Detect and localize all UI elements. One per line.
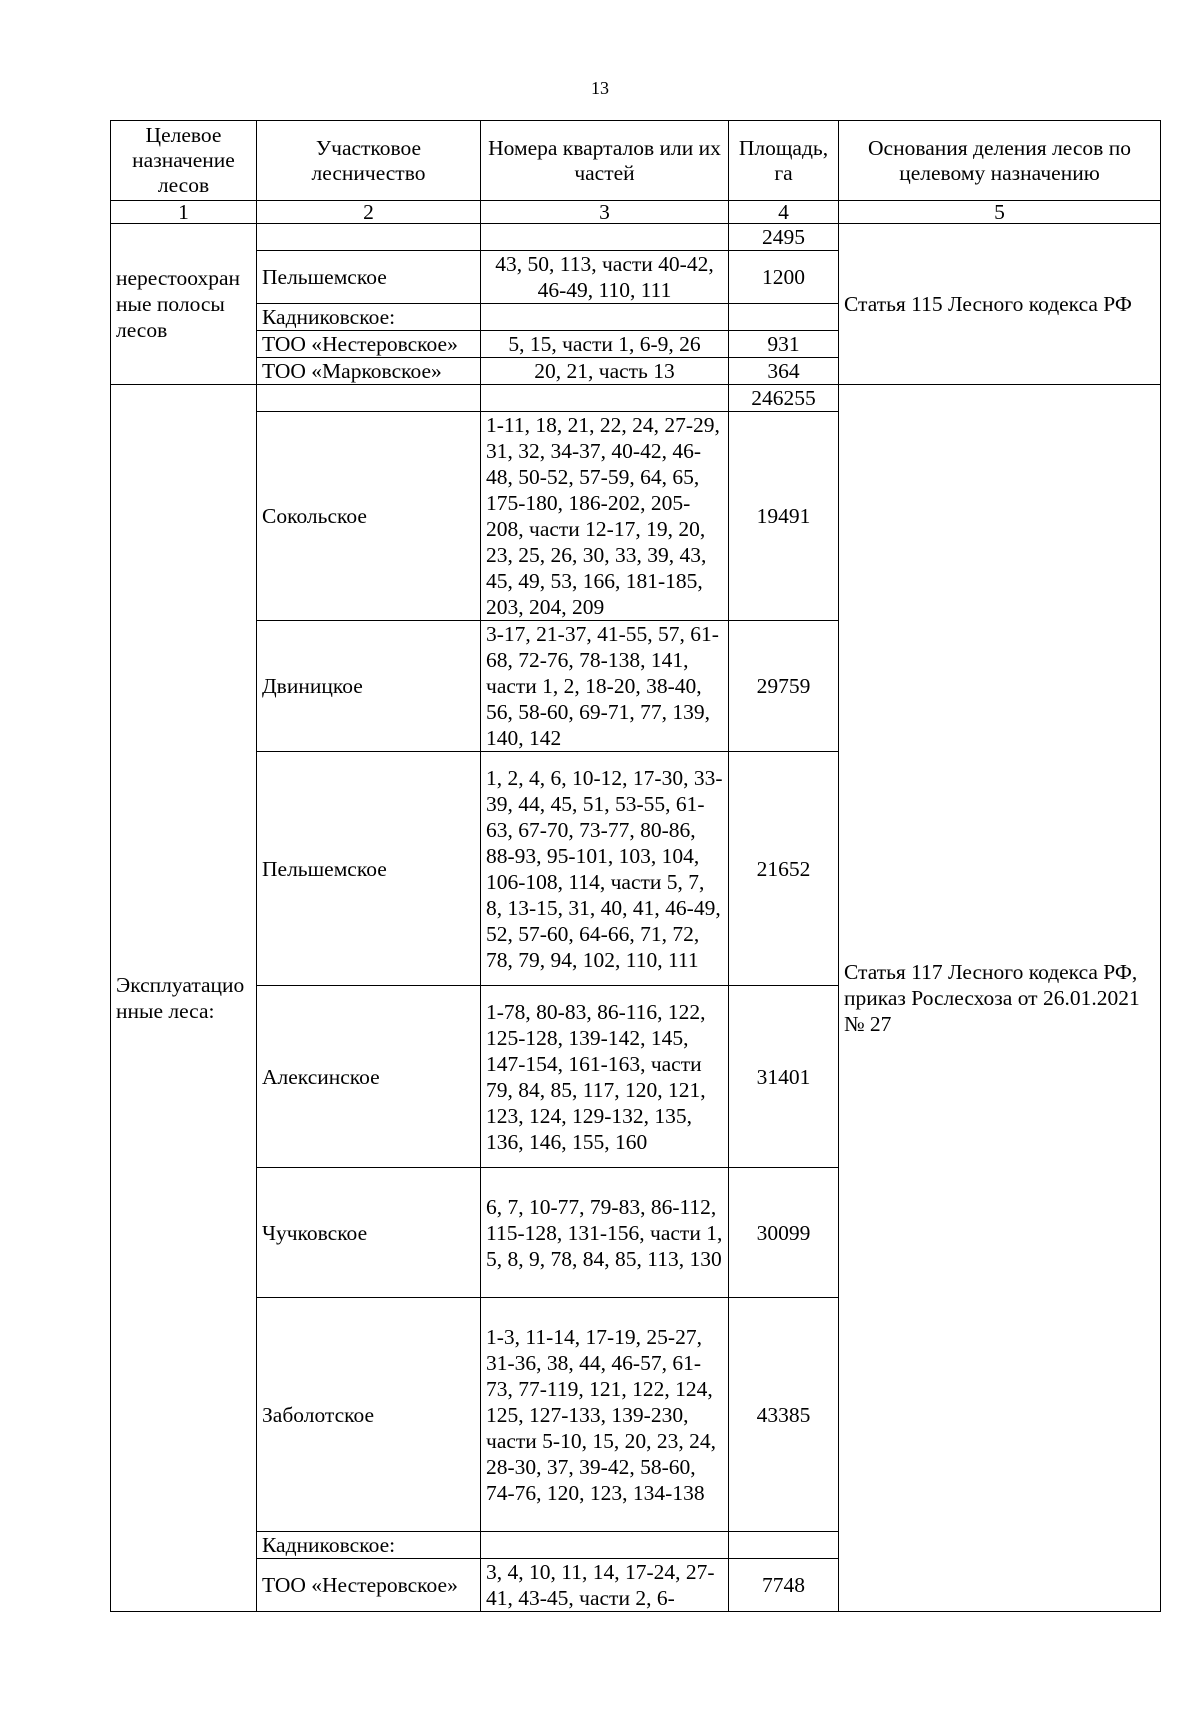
- header-number-5: 5: [839, 201, 1161, 224]
- header-number-1: 1: [111, 201, 257, 224]
- group1-total-row: [111, 224, 1161, 251]
- header-basis: Основания деления лесов по целевому назначению: [839, 121, 1161, 201]
- area: 43385: [729, 1298, 839, 1532]
- group1-total-area: 2495: [729, 224, 839, 251]
- group2-total-area: 246255: [729, 385, 839, 412]
- area: 19491: [729, 412, 839, 621]
- forestry-name: ТОО «Марковское»: [257, 358, 481, 385]
- area: [729, 304, 839, 331]
- area: 21652: [729, 752, 839, 986]
- quarters: 6, 7, 10-77, 79-83, 86-112, 115-128, 131-156, части 1, 5, 8, 9, 78, 84, 85, 113, 130: [481, 1168, 729, 1298]
- forestry-name: Алексинское: [257, 986, 481, 1168]
- header-quarters: Номера кварталов или их частей: [481, 121, 729, 201]
- forest-purpose-table: [110, 120, 1161, 1612]
- area: 364: [729, 358, 839, 385]
- area: 29759: [729, 621, 839, 752]
- group2-total-row: [111, 385, 1161, 412]
- quarters: [481, 1532, 729, 1559]
- quarters: [481, 304, 729, 331]
- quarters: 1-78, 80-83, 86-116, 122, 125-128, 139-142, 145, 147-154, 161-163, части 79, 84, 85, 117, 120, 121, 123, 124, 129-132, 135, 136, 146, 155, 160: [481, 986, 729, 1168]
- area: 30099: [729, 1168, 839, 1298]
- forestry-name: Пельшемское: [257, 752, 481, 986]
- group2-purpose: Эксплуатационные леса:: [111, 385, 257, 1612]
- header-number-4: 4: [729, 201, 839, 224]
- header-number-3: 3: [481, 201, 729, 224]
- forestry-name: Чучковское: [257, 1168, 481, 1298]
- group1-basis: Статья 115 Лесного кодекса РФ: [839, 224, 1161, 385]
- area: 931: [729, 331, 839, 358]
- forestry-name: Кадниковское:: [257, 1532, 481, 1559]
- header-number-row: [111, 201, 1161, 224]
- forestry-name: ТОО «Нестеровское»: [257, 1559, 481, 1612]
- header-area: Площадь, га: [729, 121, 839, 201]
- group2-basis: Статья 117 Лесного кодекса РФ, приказ Рослесхоза от 26.01.2021 № 27: [839, 385, 1161, 1612]
- area: 7748: [729, 1559, 839, 1612]
- forestry-name: Пельшемское: [257, 251, 481, 304]
- forestry-name: ТОО «Нестеровское»: [257, 331, 481, 358]
- header-purpose: Целевое назначение лесов: [111, 121, 257, 201]
- forestry-name: Двиницкое: [257, 621, 481, 752]
- group1-purpose: нерестоохранные полосы лесов: [111, 224, 257, 385]
- forestry-name: Кадниковское:: [257, 304, 481, 331]
- quarters: 1-11, 18, 21, 22, 24, 27-29, 31, 32, 34-37, 40-42, 46-48, 50-52, 57-59, 64, 65, 175-180, 186-202, 205-208, части 12-17, 19, 20, 23, 25, 26, 30, 33, 39, 43, 45, 49, 53, 166, 181-185, 203, 204, 209: [481, 412, 729, 621]
- quarters: 3-17, 21-37, 41-55, 57, 61-68, 72-76, 78-138, 141, части 1, 2, 18-20, 38-40, 56, 58-60, 69-71, 77, 139, 140, 142: [481, 621, 729, 752]
- area: 31401: [729, 986, 839, 1168]
- area: 1200: [729, 251, 839, 304]
- quarters: 43, 50, 113, части 40-42, 46-49, 110, 111: [481, 251, 729, 304]
- quarters: 1-3, 11-14, 17-19, 25-27, 31-36, 38, 44, 46-57, 61-73, 77-119, 121, 122, 124, 125, 127-133, 139-230, части 5-10, 15, 20, 23, 24, 28-30, 37, 39-42, 58-60, 74-76, 120, 123, 134-138: [481, 1298, 729, 1532]
- quarters: 3, 4, 10, 11, 14, 17-24, 27-41, 43-45, части 2, 6-: [481, 1559, 729, 1612]
- forestry-name: Заболотское: [257, 1298, 481, 1532]
- forestry-name: Сокольское: [257, 412, 481, 621]
- quarters: 5, 15, части 1, 6-9, 26: [481, 331, 729, 358]
- header-forestry: Участковое лесничество: [257, 121, 481, 201]
- header-number-2: 2: [257, 201, 481, 224]
- quarters: 1, 2, 4, 6, 10-12, 17-30, 33-39, 44, 45, 51, 53-55, 61-63, 67-70, 73-77, 80-86, 88-93, 95-101, 103, 104, 106-108, 114, части 5, 7, 8, 13-15, 31, 40, 41, 46-49, 52, 57-60, 64-66, 71, 72, 78, 79, 94, 102, 110, 111: [481, 752, 729, 986]
- header-row: [111, 121, 1161, 201]
- area: [729, 1532, 839, 1559]
- page-number: 13: [591, 78, 609, 98]
- quarters: 20, 21, часть 13: [481, 358, 729, 385]
